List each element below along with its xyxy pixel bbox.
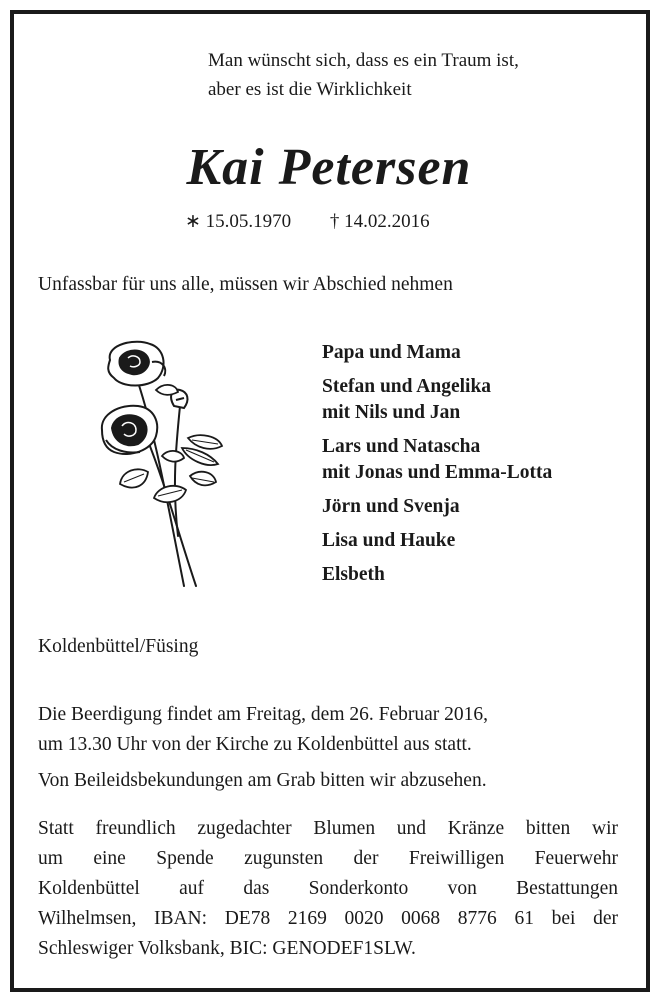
life-dates — [185, 210, 430, 233]
intro-text: Unfassbar für uns alle, müssen wir Abschied nehmen — [38, 274, 453, 295]
mourner-line: Papa und Mama — [322, 342, 461, 363]
donation-request — [38, 814, 618, 964]
mourner-line: Elsbeth — [322, 564, 385, 585]
funeral-line: Die Beerdigung findet am Freitag, dem 26. Februar 2016, — [38, 704, 489, 725]
mourner-line: mit Nils und Jan — [322, 402, 461, 423]
mourner-group — [322, 434, 552, 486]
mourner-group — [322, 340, 552, 366]
donation-line: um eine Spende zugunsten der Freiwilligen Feuerwehr — [38, 848, 618, 869]
mourner-line: Stefan und Angelika — [322, 376, 492, 397]
quote-line: Man wünscht sich, dass es ein Traum ist, — [208, 50, 519, 71]
funeral-line: um 13.30 Uhr von der Kirche zu Koldenbüttel aus statt. — [38, 734, 472, 755]
condolence-note — [38, 766, 618, 796]
quote — [208, 46, 519, 104]
birth-date: ∗ 15.05.1970 — [185, 211, 292, 232]
death-date: † 14.02.2016 — [329, 211, 430, 232]
mourner-line: Lars und Natascha — [322, 436, 481, 457]
mourner-line: Jörn und Svenja — [322, 496, 460, 517]
mourners-list — [322, 340, 552, 596]
condolence-line: Von Beileidsbekundungen am Grab bitten wir abzusehen. — [38, 770, 487, 791]
deceased-name: Kai Petersen — [186, 139, 472, 196]
donation-line: Koldenbüttel auf das Sonderkonto von Bestattungen — [38, 878, 618, 899]
donation-line: Statt freundlich zugedachter Blumen und Kränze bitten wir — [38, 818, 618, 839]
donation-line: Schleswiger Volksbank, BIC: GENODEF1SLW. — [38, 938, 416, 959]
quote-line: aber es ist die Wirklichkeit — [208, 79, 412, 100]
mourner-line: Lisa und Hauke — [322, 530, 456, 551]
funeral-details — [38, 700, 618, 760]
place: Koldenbüttel/Füsing — [38, 636, 199, 657]
donation-line: Wilhelmsen, IBAN: DE78 2169 0020 0068 8776 61 bei der — [38, 908, 618, 929]
mourner-line: mit Jonas und Emma-Lotta — [322, 462, 553, 483]
mourner-group — [322, 494, 552, 520]
mourner-group — [322, 562, 552, 588]
mourner-group — [322, 528, 552, 554]
mourner-group — [322, 374, 552, 426]
rose-icon — [96, 336, 236, 596]
